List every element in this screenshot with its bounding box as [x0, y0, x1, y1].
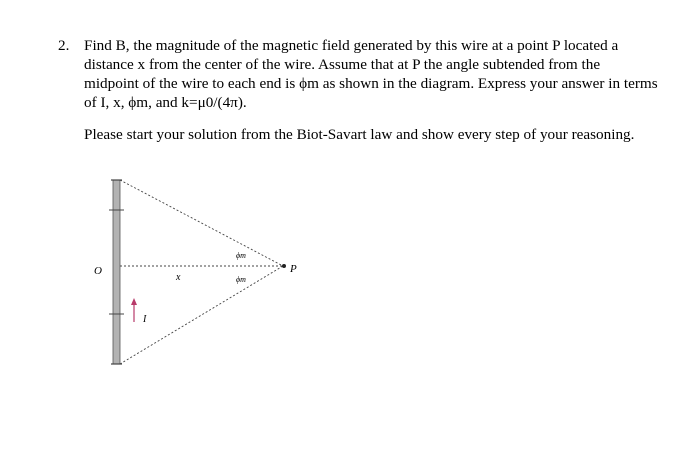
label-angle-top: ϕm	[236, 251, 246, 260]
label-current: I	[143, 314, 147, 325]
point-p	[282, 264, 286, 268]
label-origin: O	[94, 265, 102, 277]
wire-diagram	[90, 170, 320, 370]
problem-2	[58, 36, 658, 144]
label-x: x	[176, 272, 181, 283]
label-p: P	[290, 263, 297, 275]
problem-statement: Find B, the magnitude of the magnetic field generated by this wire at a point P located a distance x from the center of the wire. Assume that at P the angle subtended from the midpoint of the wire to each end is ϕm as shown in the diagram. Express your answer in terms of I, x, ϕm, and k=μ0/(4π).	[84, 37, 658, 111]
finite-wire	[113, 180, 120, 364]
instruction-text: Please start your solution from the Biot-Savart law and show every step of your reasoning.	[84, 126, 635, 143]
problem-number: 2.	[58, 37, 70, 54]
label-angle-bottom: ϕm	[236, 275, 246, 284]
current-arrow-head	[131, 298, 137, 305]
top-end-line	[120, 180, 283, 266]
